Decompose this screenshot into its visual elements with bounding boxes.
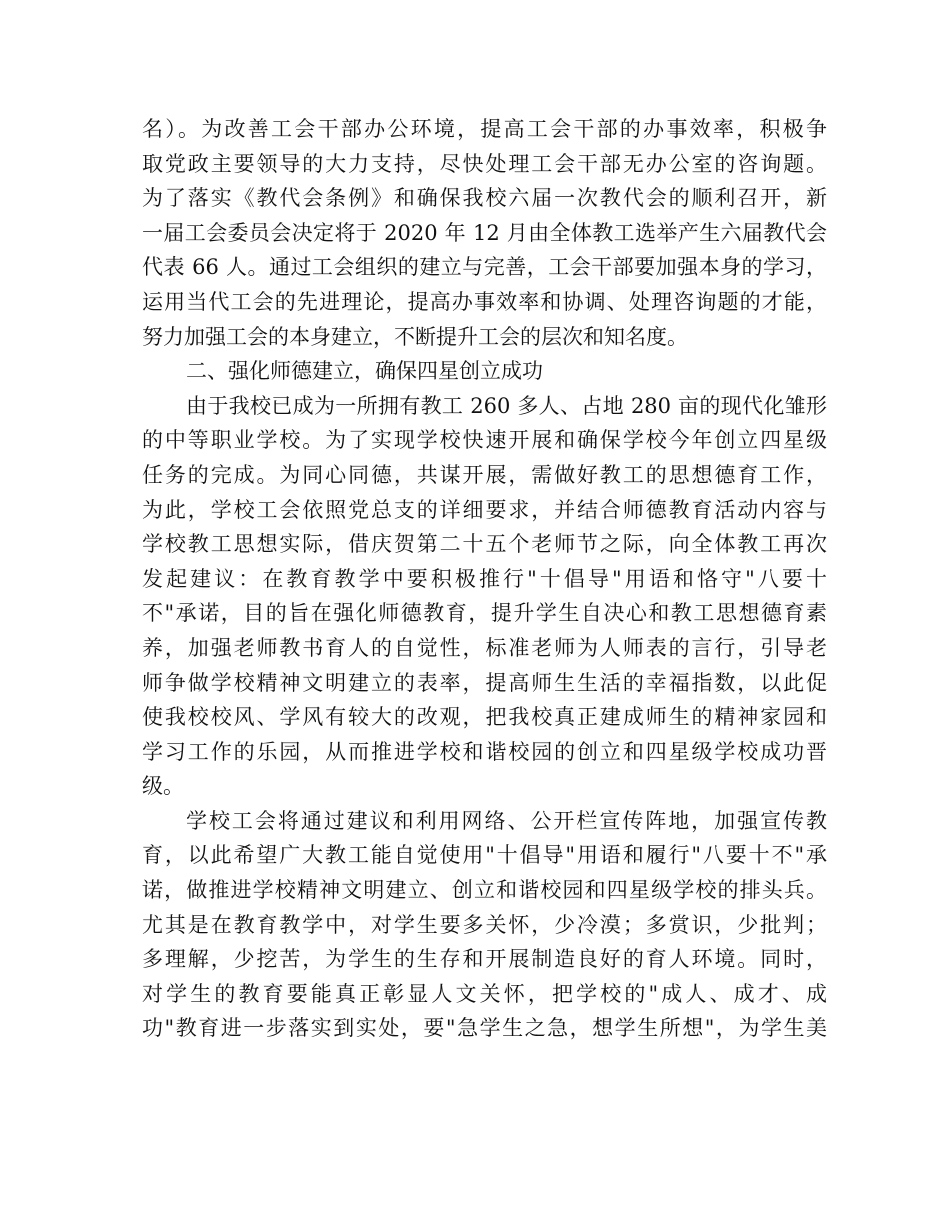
text-line: 学校教工思想实际，借庆贺第二十五个老师节之际，向全体教工再次 — [142, 532, 827, 557]
text-line: 学校工会将通过建议和利用网络、公开栏宣传阵地，加强宣传教 — [186, 808, 827, 833]
text-line: 发起建议：在教育教学中要积极推行"十倡导"用语和恪守"八要十 — [142, 566, 827, 591]
text-line: 诺，做推进学校精神文明建立、创立和谐校园和四星级学校的排头兵。 — [142, 878, 827, 903]
text-line: 为此，学校工会依照党总支的详细要求，并结合师德教育活动内容与 — [142, 497, 827, 522]
text-line: 级。 — [142, 774, 184, 799]
text-line: 运用当代工会的先进理论，提高办事效率和协调、处理咨询题的才能， — [142, 289, 827, 314]
text-line: 养，加强老师教书育人的自觉性，标准老师为人师表的言行，引导老 — [142, 635, 827, 660]
text-line: 代表 66 人。通过工会组织的建立与完善，工会干部要加强本身的学习， — [142, 255, 827, 280]
section-heading: 二、强化师德建立，确保四星创立成功 — [186, 359, 543, 384]
text-line: 使我校校风、学风有较大的改观，把我校真正建成师生的精神家园和 — [142, 705, 827, 730]
text-line: 学习工作的乐园，从而推进学校和谐校园的创立和四星级学校成功晋 — [142, 739, 827, 764]
text-line: 尤其是在教育教学中，对学生要多关怀，少冷漠；多赏识，少批判； — [142, 912, 827, 937]
text-line: 多理解，少挖苦，为学生的生存和开展制造良好的育人环境。同时， — [142, 947, 827, 972]
text-line: 由于我校已成为一所拥有教工 260 多人、占地 280 亩的现代化雏形 — [186, 393, 827, 418]
text-line: 功"教育进一步落实到实处，要"急学生之急，想学生所想"，为学生美 — [142, 1016, 827, 1041]
document-body — [142, 112, 827, 1046]
text-line: 任务的完成。为同心同德，共谋开展，需做好教工的思想德育工作， — [142, 462, 827, 487]
text-line: 对学生的教育要能真正彰显人文关怀，把学校的"成人、成才、成 — [142, 981, 827, 1006]
text-line: 努力加强工会的本身建立，不断提升工会的层次和知名度。 — [142, 324, 688, 349]
text-line: 的中等职业学校。为了实现学校快速开展和确保学校今年创立四星级 — [142, 428, 827, 453]
text-line: 取党政主要领导的大力支持，尽快处理工会干部无办公室的咨询题。 — [142, 151, 827, 176]
text-line: 一届工会委员会决定将于 2020 年 12 月由全体教工选举产生六届教代会 — [142, 220, 827, 245]
text-line: 师争做学校精神文明建立的表率，提高师生生活的幸福指数，以此促 — [142, 670, 827, 695]
text-line: 为了落实《教代会条例》和确保我校六届一次教代会的顺利召开，新 — [142, 186, 827, 211]
text-line: 育，以此希望广大教工能自觉使用"十倡导"用语和履行"八要十不"承 — [142, 843, 827, 868]
text-line: 名）。为改善工会干部办公环境，提高工会干部的办事效率，积极争 — [142, 117, 827, 141]
text-line: 不"承诺，目的旨在强化师德教育，提升学生自决心和教工思想德育素 — [142, 601, 827, 626]
